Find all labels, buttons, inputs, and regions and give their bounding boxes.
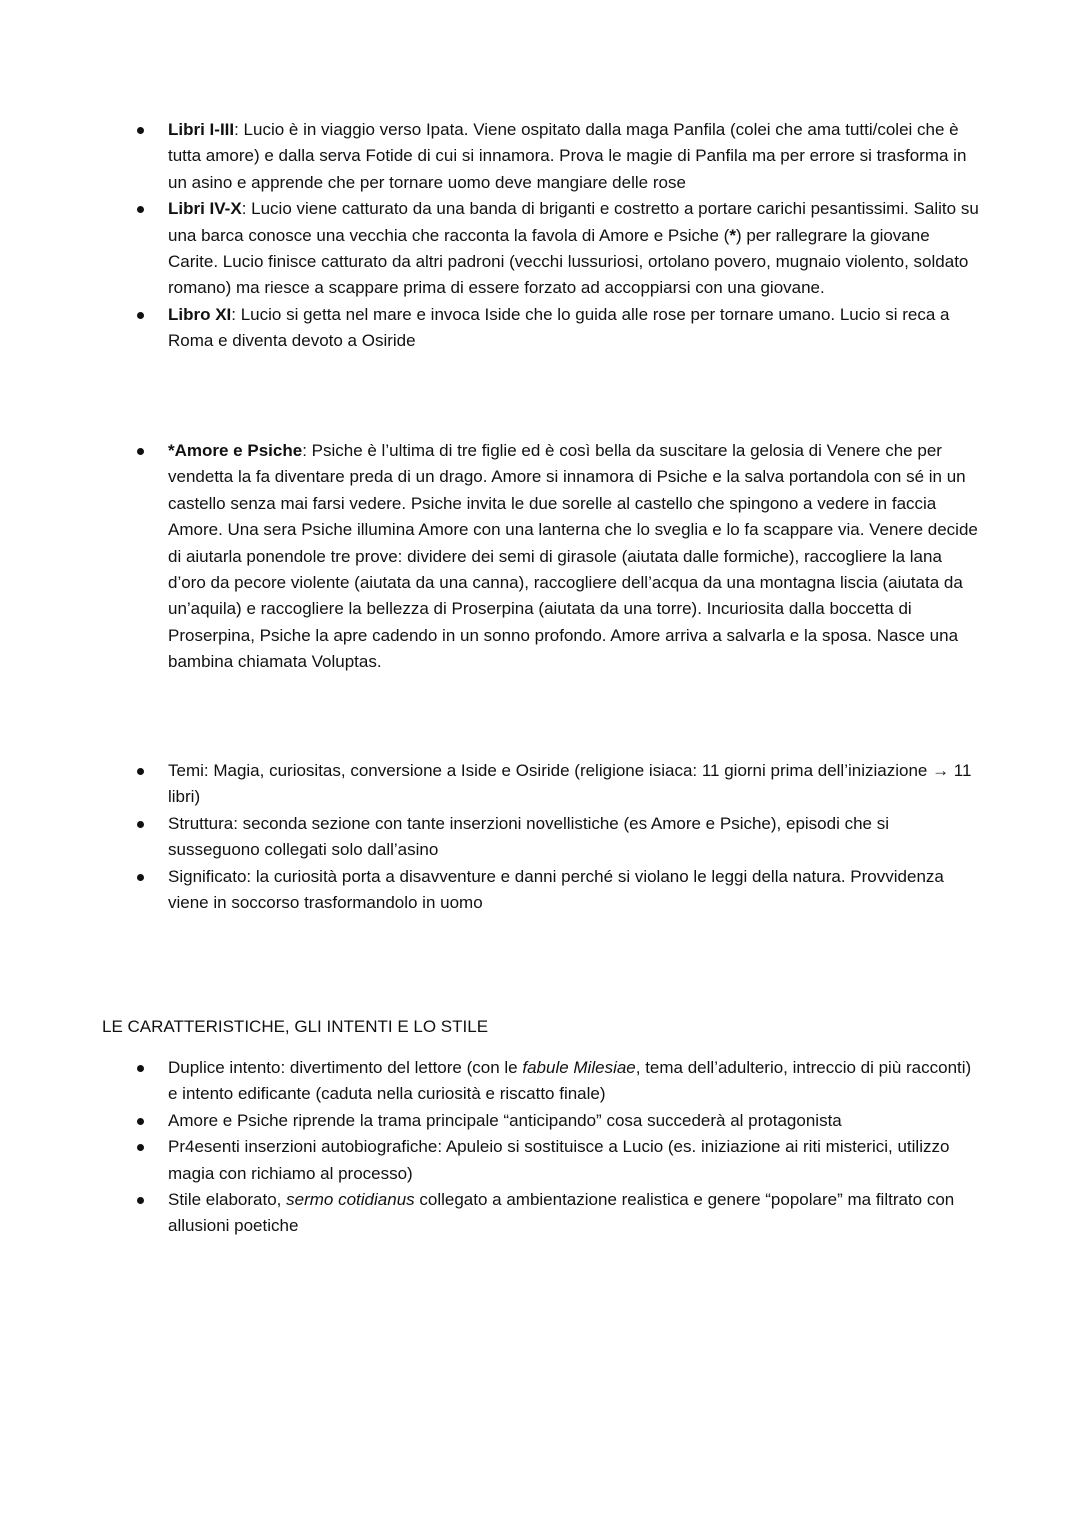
book-text: : Lucio si getta nel mare e invoca Iside che lo guida alle rose per tornare umano. Lucio si reca a Roma e diventa devoto a Osiride <box>168 304 950 351</box>
item-text: Duplice intento: divertimento del lettore (con le <box>168 1058 523 1077</box>
themes-list <box>0 758 1080 916</box>
item-text: Stile elaborato, <box>168 1190 287 1210</box>
list-item-libri-4-10 <box>0 196 1080 302</box>
asterisk-mark: * <box>729 225 736 245</box>
list-item-temi: Temi: Magia, curiositas, conversione a Iside e Osiride (religione isiaca: 11 giorni prima dell’iniziazione → 11 libri) <box>0 758 1080 811</box>
list-item-amore-psiche <box>0 438 1080 676</box>
list-item-autobiografiche: Pr4esenti inserzioni autobiografiche: Apuleio si sostituisce a Lucio (es. iniziazione ai riti misterici, utilizzo magia con richiamo al processo) <box>0 1134 1080 1187</box>
book-text: : Lucio viene catturato da una banda di briganti e costretto a portare carichi pesantissimi. Salito su una barca conosce una vecchia che racconta la favola di Amore e Psiche ( <box>168 199 979 245</box>
list-item-amore-psiche-trama: Amore e Psiche riprende la trama principale “anticipando” cosa succederà al protagonista <box>0 1108 1080 1134</box>
list-item-libro-11 <box>0 302 1080 355</box>
book-label: Libri I-III <box>168 120 235 139</box>
style-list <box>0 1055 1080 1240</box>
item-text: collegato a ambientazione realistica e genere “popolare” ma filtrato con allusioni poetiche <box>168 1190 955 1236</box>
item-emphasis: fabule Milesiae <box>522 1058 636 1077</box>
amore-psiche-list <box>0 438 1080 676</box>
book-text: ) per rallegrare la giovane Carite. Lucio finisce catturato da altri padroni (vecchi lussuriosi, ortolano povero, mugnaio violento, soldato romano) ma riesce a scappare prima di essere forzato ad accoppiarsi con una giovane. <box>168 225 969 298</box>
amore-text: : Psiche è l’ultima di tre figlie ed è così bella da suscitare la gelosia di Venere che per vendetta la fa diventare preda di un drago. Amore si innamora di Psiche e la salva portandola con sé in un castello senza mai farsi vedere. Psiche invita le due sorelle al castello che spingono a vedere in faccia Amore. Una sera Psiche illumina Amore con una lanterna che lo sveglia e lo fa scappare via. Venere decide di aiutarla ponendole tre prove: dividere dei semi di girasole (aiutata dalle formiche), raccogliere la lana d’oro da pecore violente (aiutata da una canna), raccogliere dell’acqua da una montagna liscia (aiutata da un’aquila) e raccogliere la bellezza di Proserpina (aiutata da una torre). Incuriosita dalla boccetta di Proserpina, Psiche la apre cadendo in un sonno profondo. Amore arriva a salvarla e la sposa. Nasce una bambina chiamata Voluptas. <box>168 441 978 672</box>
list-item-struttura: Struttura: seconda sezione con tante inserzioni novellistiche (es Amore e Psiche), episodi che si susseguono collegati solo dall’asino <box>0 811 1080 864</box>
book-label: Libro XI <box>168 304 232 324</box>
book-label: Libri IV-X <box>168 199 242 219</box>
book-text: : Lucio è in viaggio verso Ipata. Viene ospitato dalla maga Panfila (colei che ama tutti/colei che è tutta amore) e dalla serva Fotide di cui si innamora. Prova le magie di Panfila ma per errore si trasforma in un asino e apprende che per tornare uomo deve mangiare delle rose <box>168 120 967 192</box>
amore-label: *Amore e Psiche <box>168 441 303 460</box>
books-list <box>0 117 1080 355</box>
list-item-libri-1-3 <box>0 117 1080 196</box>
list-item-stile <box>0 1187 1080 1240</box>
list-item-duplice-intento <box>0 1055 1080 1108</box>
list-item-significato: Significato: la curiosità porta a disavventure e danni perché si violano le leggi della natura. Provvidenza viene in soccorso trasformandolo in uomo <box>0 864 1080 917</box>
item-text: , tema dell’adulterio, intreccio di più racconti) e intento edificante (caduta nella curiosità e riscatto finale) <box>168 1058 972 1104</box>
item-emphasis: sermo cotidianus <box>286 1190 415 1210</box>
section-heading: LE CARATTERISTICHE, GLI INTENTI E LO STILE <box>102 1017 489 1036</box>
